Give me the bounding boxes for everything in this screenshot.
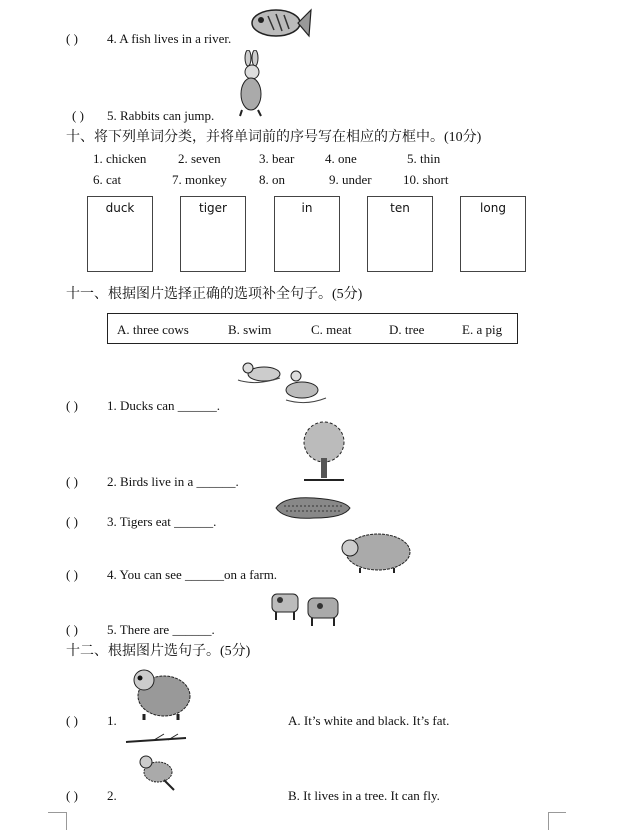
word-item: 7. monkey bbox=[172, 172, 227, 187]
question-paren: ( ) bbox=[66, 788, 78, 803]
category-label: ten bbox=[390, 201, 410, 215]
question-paren: ( ) bbox=[66, 398, 78, 413]
question-text: 5. Rabbits can jump. bbox=[107, 108, 215, 123]
pig-picture bbox=[338, 528, 414, 574]
category-box[interactable] bbox=[87, 196, 153, 272]
ducks-picture bbox=[236, 356, 328, 408]
option-item: C. meat bbox=[311, 322, 352, 337]
question-text: 2. bbox=[107, 788, 117, 803]
question-text: 3. Tigers eat ______. bbox=[107, 514, 217, 529]
page-corner-mark bbox=[48, 812, 67, 830]
category-box[interactable] bbox=[180, 196, 246, 272]
word-item: 3. bear bbox=[259, 151, 295, 166]
category-box[interactable] bbox=[367, 196, 433, 272]
panda-picture bbox=[128, 664, 196, 722]
question-text: 1. bbox=[107, 713, 117, 728]
category-box[interactable] bbox=[274, 196, 340, 272]
option-item: A. three cows bbox=[117, 322, 189, 337]
options-box bbox=[107, 313, 518, 344]
question-text: 4. You can see ______on a farm. bbox=[107, 567, 278, 582]
word-item: 4. one bbox=[325, 151, 357, 166]
word-item: 1. chicken bbox=[93, 151, 147, 166]
question-text: 1. Ducks can ______. bbox=[107, 398, 221, 413]
section-title: 十一、根据图片选择正确的选项补全句子。(5分) bbox=[66, 287, 363, 302]
section-title: 十、将下列单词分类，并将单词前的序号写在相应的方框中。(10分) bbox=[66, 130, 482, 145]
option-item: B. swim bbox=[228, 322, 272, 337]
question-paren: ( ) bbox=[66, 713, 78, 728]
word-item: 10. short bbox=[403, 172, 449, 187]
question-paren: ( ) bbox=[66, 567, 78, 582]
cows-picture bbox=[268, 586, 346, 630]
question-paren: ( ) bbox=[66, 622, 78, 637]
page-corner-mark bbox=[548, 812, 567, 830]
category-label: long bbox=[480, 201, 506, 215]
word-item: 9. under bbox=[329, 172, 372, 187]
fish-picture bbox=[246, 4, 312, 42]
question-paren: ( ) bbox=[72, 108, 84, 123]
category-box[interactable] bbox=[460, 196, 526, 272]
bird-picture bbox=[124, 732, 188, 792]
category-label: in bbox=[301, 201, 313, 215]
word-item: 5. thin bbox=[407, 151, 441, 166]
question-text: 5. There are ______. bbox=[107, 622, 215, 637]
word-item: 8. on bbox=[259, 172, 285, 187]
choice-text: A. It’s white and black. It’s fat. bbox=[288, 713, 450, 728]
question-paren: ( ) bbox=[66, 31, 78, 46]
category-label: duck bbox=[105, 201, 135, 215]
section-title: 十二、根据图片选句子。(5分) bbox=[66, 644, 251, 659]
word-item: 2. seven bbox=[178, 151, 221, 166]
option-item: E. a pig bbox=[462, 322, 503, 337]
page-corner-mark bbox=[548, 812, 566, 813]
tree-picture bbox=[296, 420, 352, 484]
page-corner-mark bbox=[48, 812, 66, 813]
question-text: 4. A fish lives in a river. bbox=[107, 31, 232, 46]
question-paren: ( ) bbox=[66, 514, 78, 529]
word-item: 6. cat bbox=[93, 172, 122, 187]
category-label: tiger bbox=[199, 201, 227, 215]
question-paren: ( ) bbox=[66, 474, 78, 489]
option-item: D. tree bbox=[389, 322, 425, 337]
meat-picture bbox=[274, 494, 352, 522]
choice-text: B. It lives in a tree. It can fly. bbox=[288, 788, 440, 803]
question-text: 2. Birds live in a ______. bbox=[107, 474, 239, 489]
rabbit-picture bbox=[234, 50, 268, 118]
